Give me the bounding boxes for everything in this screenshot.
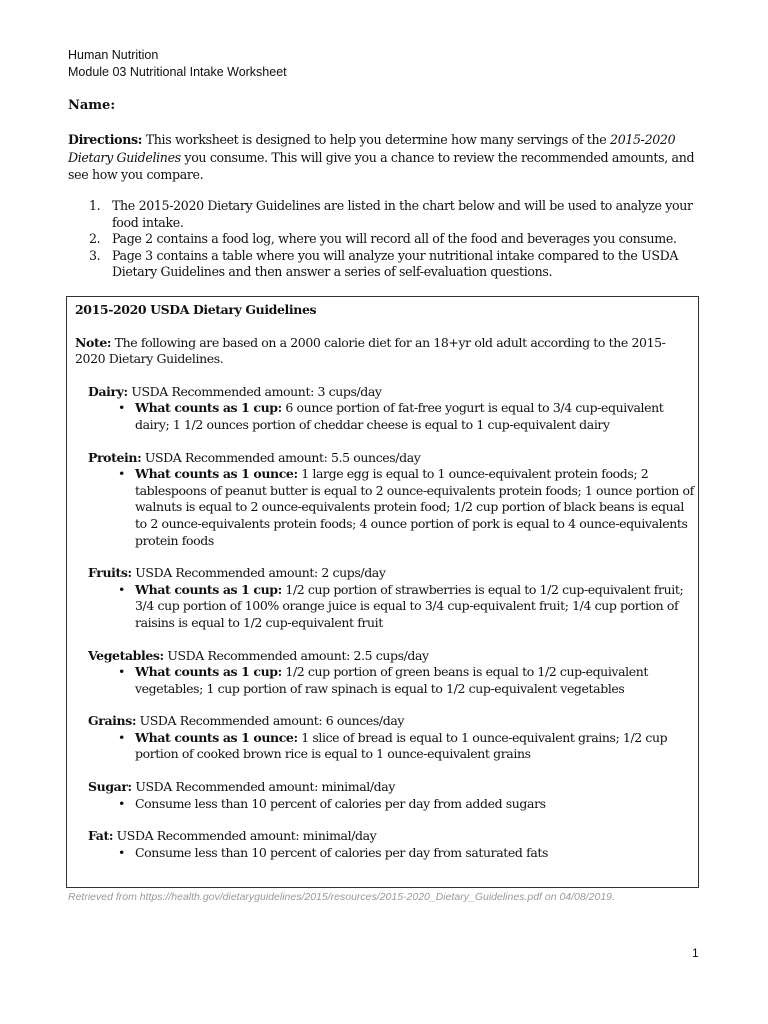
section-grains [75, 713, 695, 763]
section-label: Fat: [88, 828, 114, 844]
section-recommendation: USDA Recommended amount: 5.5 ounces/day [141, 449, 421, 465]
guidelines-note [75, 335, 695, 368]
guidelines-content [75, 302, 695, 861]
directions-text-2: you consume. This will give you a chance to review the recommended amounts, and see how you compare. [68, 149, 695, 182]
bullet-text: 1/2 cup portion of green beans is equal to 1/2 cup-equivalent vegetables; 1 cup portion of raw spinach is equal to 1/2 cup-equivalent vegetables [135, 664, 648, 696]
section-recommendation: USDA Recommended amount: minimal/day [131, 779, 395, 795]
section-fat [75, 828, 695, 861]
step-text: Page 2 contains a food log, where you will record all of the food and beverages you consume. [112, 231, 677, 247]
bullet-marker: • [118, 844, 125, 860]
section-bullet [88, 582, 695, 632]
step-text: Page 3 contains a table where you will analyze your nutritional intake compared to the USDA Dietary Guidelines and then answer a series of self-evaluation questions. [112, 247, 679, 280]
bullet-marker: • [118, 729, 125, 745]
section-bullet [88, 466, 695, 549]
bullet-text: Consume less than 10 percent of calories per day from added sugars [135, 795, 546, 811]
section-bullet [88, 400, 695, 433]
steps-list [68, 198, 708, 281]
module-title: Module 03 Nutritional Intake Worksheet [68, 65, 287, 79]
directions-label: Directions: [68, 132, 143, 147]
note-label: Note: [75, 334, 112, 350]
step-number: 1. [89, 198, 101, 213]
step-number: 3. [89, 247, 101, 263]
section-bullet [88, 796, 695, 813]
bullet-text: 1 slice of bread is equal to 1 ounce-equivalent grains; 1/2 cup portion of cooked brown rice is equal to 1 ounce-equivalent grains [135, 729, 668, 762]
section-recommendation: USDA Recommended amount: 6 ounces/day [136, 713, 405, 729]
section-vegetables [75, 648, 695, 698]
section-sugar [75, 779, 695, 812]
list-item [68, 198, 708, 231]
guidelines-title: 2015-2020 USDA Dietary Guidelines [75, 302, 317, 317]
section-bullet [88, 730, 695, 763]
directions-paragraph [68, 131, 708, 184]
list-item [68, 248, 708, 281]
section-protein [75, 450, 695, 550]
bullet-label: What counts as 1 cup: [135, 581, 282, 597]
name-label: Name: [68, 98, 116, 113]
bullet-text: 1 large egg is equal to 1 ounce-equivalent protein foods; 2 tablespoons of peanut butter is equal to 2 ounce-equivalents protein foods; 1 ounce portion of walnuts is equal to 2 ounce-equivalents protein food; 1/2 cup portion of black beans is equal to 2 ounce-equivalents protein foods; 4 ounce portion of pork is equal to 4 ounce-equivalents protein foods [135, 466, 694, 548]
bullet-marker: • [118, 400, 125, 416]
section-label: Fruits: [88, 565, 132, 581]
section-label: Dairy: [88, 383, 128, 399]
course-title: Human Nutrition [68, 48, 159, 62]
step-text: The 2015-2020 Dietary Guidelines are listed in the chart below and will be used to analyze your food intake. [112, 198, 693, 230]
note-text: The following are based on a 2000 calorie diet for an 18+yr old adult according to the 2015-2020 Dietary Guidelines. [75, 334, 666, 367]
page-number: 1 [692, 946, 699, 960]
source-citation: Retrieved from https://health.gov/dietaryguidelines/2015/resources/2015-2020_Dietary_Guidelines.pdf on 04/08/2019. [68, 891, 615, 903]
bullet-marker: • [118, 664, 125, 680]
bullet-text: 6 ounce portion of fat-free yogurt is equal to 3/4 cup-equivalent dairy; 1 1/2 ounces portion of cheddar cheese is equal to 1 cup-equivalent dairy [135, 400, 664, 432]
section-label: Protein: [88, 449, 142, 465]
bullet-text: 1/2 cup portion of strawberries is equal to 1/2 cup-equivalent fruit; 3/4 cup portion of 100% orange juice is equal to 3/4 cup-equivalent fruit; 1/4 cup portion of raisins is equal to 1/2 cup-equivalent fruit [135, 581, 684, 630]
directions-text-1: This worksheet is designed to help you determine how many servings of the [142, 132, 611, 147]
bullet-marker: • [118, 795, 125, 811]
section-label: Sugar: [88, 779, 132, 795]
bullet-label: What counts as 1 cup: [135, 664, 282, 680]
bullet-label: What counts as 1 ounce: [135, 729, 298, 745]
guidelines-box [66, 296, 699, 888]
section-bullet [88, 845, 695, 862]
bullet-text: Consume less than 10 percent of calories per day from saturated fats [135, 844, 549, 860]
section-recommendation: USDA Recommended amount: 2 cups/day [131, 565, 386, 581]
step-number: 2. [89, 231, 101, 247]
section-label: Vegetables: [88, 647, 164, 663]
bullet-label: What counts as 1 ounce: [135, 466, 298, 482]
directions-guidelines-title: 2015-2020 Dietary Guidelines [68, 132, 676, 165]
bullet-marker: • [118, 466, 125, 482]
section-recommendation: USDA Recommended amount: 3 cups/day [127, 383, 382, 399]
list-item [68, 231, 708, 248]
section-recommendation: USDA Recommended amount: 2.5 cups/day [163, 647, 429, 663]
section-dairy [75, 384, 695, 434]
bullet-label: What counts as 1 cup: [135, 400, 282, 416]
section-fruits [75, 565, 695, 631]
section-recommendation: USDA Recommended amount: minimal/day [113, 828, 377, 844]
bullet-marker: • [118, 581, 125, 597]
section-bullet [88, 664, 695, 697]
section-label: Grains: [88, 713, 137, 729]
